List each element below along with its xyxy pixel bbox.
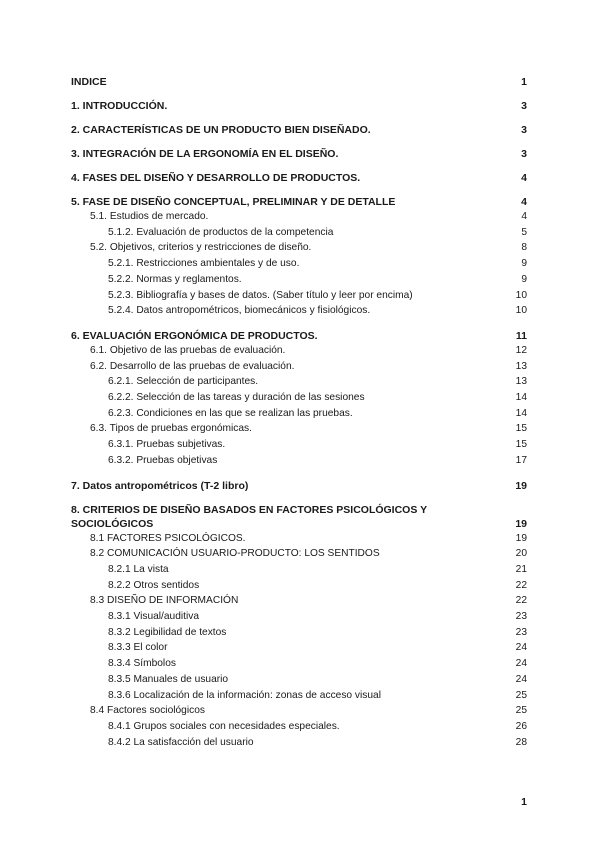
- toc-entry-title: 8.4 Factores sociológicos: [90, 705, 205, 717]
- toc-entry-title: 6.2. Desarrollo de las pruebas de evaluación.: [90, 360, 295, 372]
- toc-entry-section-4[interactable]: [71, 171, 527, 185]
- toc-subentry[interactable]: [71, 225, 527, 241]
- toc-entry-page: 15: [515, 439, 527, 451]
- toc-entry-title: 8.2.2 Otros sentidos: [108, 579, 200, 591]
- toc-subentry[interactable]: [71, 609, 527, 625]
- toc-subentry[interactable]: [71, 343, 527, 359]
- toc-entry-title: 8.3.4 Símbolos: [108, 658, 176, 670]
- toc-subentry[interactable]: [71, 562, 527, 578]
- toc-entry-title: 5.2.4. Datos antropométricos, biomecánicos y fisiológicos.: [108, 305, 371, 317]
- toc-entry-page: 19: [515, 532, 527, 544]
- toc-entry-title: 5. FASE DE DISEÑO CONCEPTUAL, PRELIMINAR Y DE DETALLE: [71, 196, 396, 208]
- toc-entry-page: 19: [515, 479, 527, 492]
- toc-entry-title: 6.3.1. Pruebas subjetivas.: [108, 439, 226, 451]
- toc-entry-title: 8.3.1 Visual/auditiva: [108, 611, 199, 623]
- toc-entry-section-2[interactable]: [71, 123, 527, 137]
- toc-entry-title: 5.2.2. Normas y reglamentos.: [108, 273, 242, 285]
- toc-entry-page: 26: [515, 720, 527, 732]
- toc-entry-title: 1. INTRODUCCIÓN.: [71, 100, 168, 112]
- toc-entry-title: 8.3 DISEÑO DE INFORMACIÓN: [90, 595, 239, 607]
- toc-subentry[interactable]: [71, 688, 527, 704]
- toc-entry-page: 10: [515, 305, 527, 317]
- toc-entry-title: 8.4.2 La satisfacción del usuario: [108, 736, 254, 748]
- toc-entry-page: 4: [521, 172, 527, 184]
- toc-entry-page: 20: [515, 548, 527, 560]
- toc-entry-page: 12: [515, 344, 527, 356]
- toc-entry-title: 8.3.2 Legibilidad de textos: [108, 626, 227, 638]
- toc-subentry[interactable]: [71, 390, 527, 406]
- toc-entry-title: INDICE: [71, 76, 107, 88]
- toc-entry-page: 3: [521, 148, 527, 160]
- toc-entry-page: 21: [515, 563, 527, 575]
- toc-entry-page: 22: [515, 595, 527, 607]
- toc-entry-title: 6.3. Tipos de pruebas ergonómicas.: [90, 423, 252, 435]
- toc-entry-title: 8.2.1 La vista: [108, 563, 169, 575]
- toc-subentry[interactable]: [71, 359, 527, 375]
- toc-entry-page: 13: [515, 376, 527, 388]
- toc-entry-page: 24: [515, 658, 527, 670]
- toc-entry-page: 25: [515, 689, 527, 701]
- toc-subentry[interactable]: [71, 256, 527, 272]
- toc-entry-section-3[interactable]: [71, 147, 527, 161]
- toc-entry-title: 6.2.1. Selección de participantes.: [108, 376, 259, 388]
- toc-entry-title: 8.3.3 El color: [108, 642, 168, 654]
- toc-entry-title: 8.4.1 Grupos sociales con necesidades especiales.: [108, 720, 340, 732]
- toc-entry-page: 22: [515, 579, 527, 591]
- toc-entry-page: 19: [515, 517, 527, 530]
- toc-entry-page: 14: [515, 392, 527, 404]
- toc-entry-page: 9: [521, 258, 527, 270]
- toc-entry-title: 2. CARACTERÍSTICAS DE UN PRODUCTO BIEN DISEÑADO.: [71, 124, 371, 136]
- toc-subentry[interactable]: [71, 421, 527, 437]
- toc-entry-page: 11: [515, 329, 527, 342]
- toc-entry-title: 6.2.2. Selección de las tareas y duración de las sesiones: [108, 392, 365, 404]
- toc-subentry[interactable]: [71, 672, 527, 688]
- toc-entry-section-7[interactable]: [71, 479, 527, 493]
- toc-entry-page: 8: [521, 242, 527, 254]
- toc-entry-title: 5.2.3. Bibliografía y bases de datos. (Saber título y leer por encima): [108, 289, 413, 301]
- toc-entry-page: 24: [515, 673, 527, 685]
- toc-entry-page: 15: [515, 423, 527, 435]
- toc-entry-title: 6.3.2. Pruebas objetivas: [108, 454, 218, 466]
- toc-subentry[interactable]: [71, 453, 527, 469]
- toc-subentry[interactable]: [71, 272, 527, 288]
- toc-entry-title: 6.2.3. Condiciones en las que se realizan las pruebas.: [108, 407, 353, 419]
- toc-subentry[interactable]: [71, 437, 527, 453]
- toc-subentry[interactable]: [71, 625, 527, 641]
- toc-entry-title: 8. CRITERIOS DE DISEÑO BASADOS EN FACTORES PSICOLÓGICOS Y SOCIOLÓGICOS: [71, 503, 427, 530]
- toc-entry-section-6[interactable]: [71, 329, 527, 343]
- toc-entry-page: 25: [515, 705, 527, 717]
- page-number: 1: [521, 796, 527, 808]
- toc-entry-title: 5.1.2. Evaluación de productos de la competencia: [108, 226, 334, 238]
- toc-subentry[interactable]: [71, 303, 527, 319]
- toc-entry-page: 28: [515, 736, 527, 748]
- toc-subentry[interactable]: [71, 288, 527, 304]
- toc-entry-title: 5.1. Estudios de mercado.: [90, 211, 209, 222]
- toc-entry-title: 6. EVALUACIÓN ERGONÓMICA DE PRODUCTOS.: [71, 329, 318, 342]
- toc-subentry[interactable]: [71, 578, 527, 594]
- toc-subentry[interactable]: [71, 656, 527, 672]
- toc-entry-page: 3: [521, 100, 527, 112]
- toc-entry-page: 13: [515, 360, 527, 372]
- toc-entry-title: 5.2. Objetivos, criterios y restricciones de diseño.: [90, 242, 312, 254]
- toc-subentry[interactable]: [71, 374, 527, 390]
- toc-subentry[interactable]: [71, 546, 527, 562]
- toc-entry-page: 1: [521, 76, 527, 88]
- toc-entry-section-5[interactable]: [71, 195, 527, 209]
- toc-entry-title: 5.2.1. Restricciones ambientales y de uso.: [108, 258, 300, 270]
- toc-entry-title: 8.3.5 Manuales de usuario: [108, 673, 229, 685]
- toc-entry-page: 9: [521, 273, 527, 285]
- toc-subentry[interactable]: [71, 209, 527, 225]
- toc-subentry[interactable]: [71, 531, 527, 547]
- toc-entry-title: 3. INTEGRACIÓN DE LA ERGONOMÍA EN EL DISEÑO.: [71, 148, 339, 160]
- toc-entry-page: 4: [521, 196, 527, 208]
- toc-entry-page: 14: [515, 407, 527, 419]
- toc-entry-page: 5: [521, 226, 527, 238]
- toc-entry-title: 8.1 FACTORES PSICOLÓGICOS.: [90, 532, 246, 544]
- toc-entry-page: 10: [515, 289, 527, 301]
- toc-entry-section-1[interactable]: [71, 99, 527, 113]
- toc-subentry[interactable]: [71, 406, 527, 422]
- toc-entry-section-8[interactable]: [71, 503, 527, 531]
- toc-subentry[interactable]: [71, 703, 527, 719]
- toc-entry-page: 24: [515, 642, 527, 654]
- toc-subentry[interactable]: [71, 240, 527, 256]
- toc-entry-title: 7. Datos antropométricos (T-2 libro): [71, 479, 249, 492]
- toc-entry-page: 17: [515, 454, 527, 466]
- toc-entry-title: 8.3.6 Localización de la información: zonas de acceso visual: [108, 689, 381, 701]
- toc-entry-page: 23: [515, 626, 527, 638]
- toc-entry-title: 6.1. Objetivo de las pruebas de evaluación.: [90, 344, 286, 356]
- toc-entry-page: 3: [521, 124, 527, 136]
- table-of-contents: [71, 75, 527, 750]
- toc-entry-title: 4. FASES DEL DISEÑO Y DESARROLLO DE PRODUCTOS.: [71, 172, 361, 184]
- toc-subentry[interactable]: [71, 735, 527, 751]
- toc-subentry[interactable]: [71, 719, 527, 735]
- toc-entry-index[interactable]: [71, 75, 527, 89]
- toc-entry-title: 8.2 COMUNICACIÓN USUARIO-PRODUCTO: LOS SENTIDOS: [90, 548, 380, 560]
- toc-subentry[interactable]: [71, 593, 527, 609]
- toc-subentry[interactable]: [71, 640, 527, 656]
- toc-entry-page: 23: [515, 611, 527, 623]
- toc-entry-page: 4: [521, 211, 527, 222]
